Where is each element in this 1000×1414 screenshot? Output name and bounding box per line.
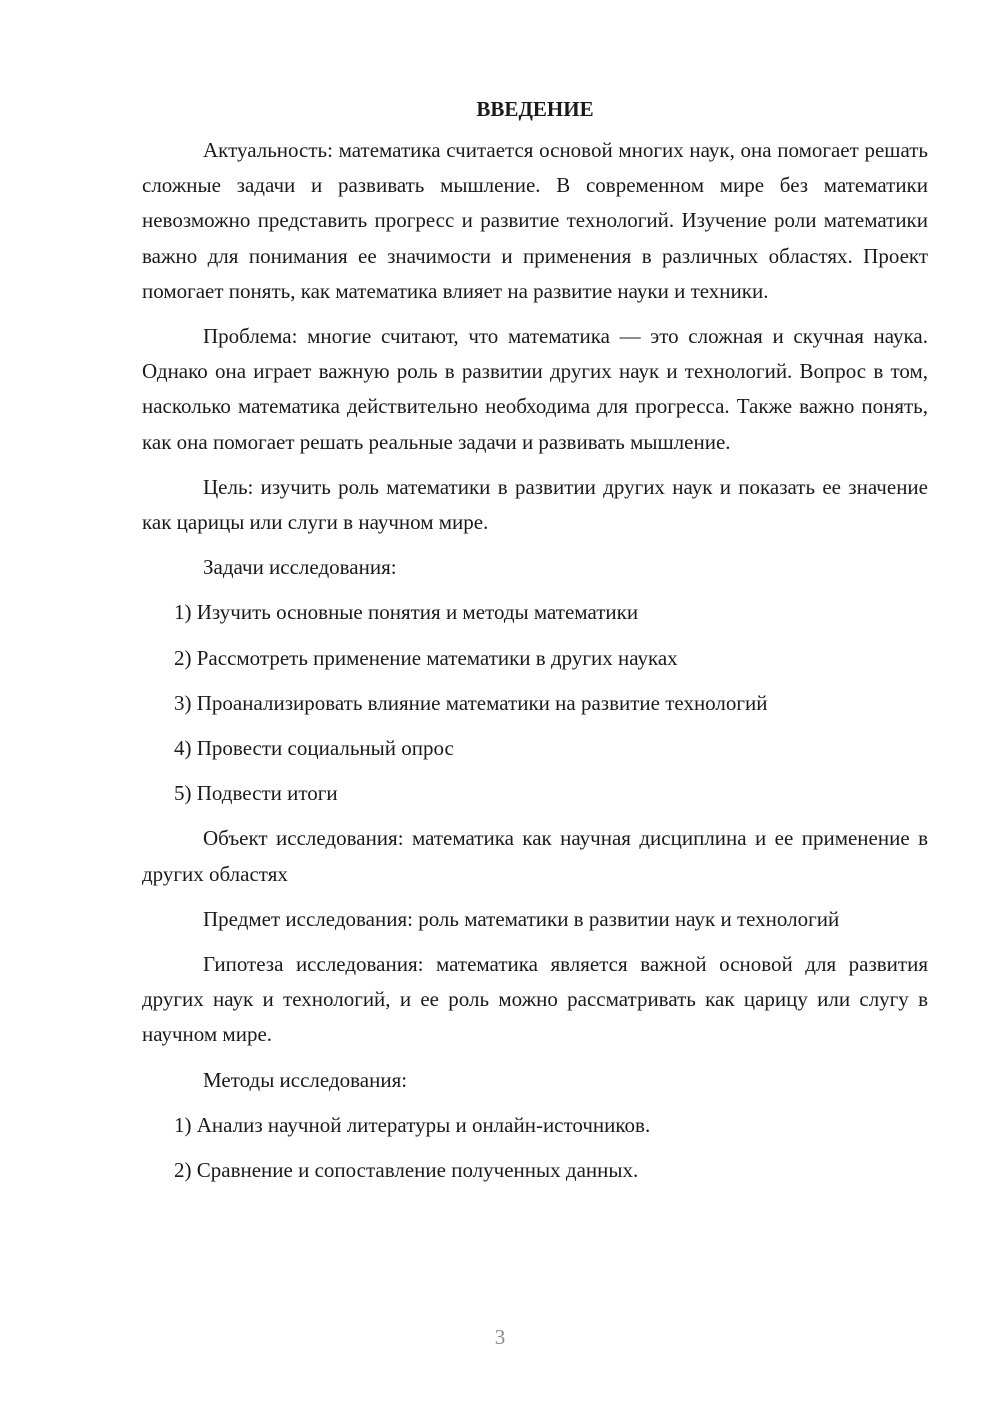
tasks-list [142,595,928,811]
list-item: 1) Анализ научной литературы и онлайн-источников. [174,1112,651,1137]
document-page [142,92,928,1198]
problem-paragraph: Проблема: многие считают, что математика — это сложная и скучная наука. Однако она играет важную роль в развитии других наук и технологий. Вопрос в том, насколько математика действительно необходима для прогресса. Также важно понять, как она помогает решать реальные задачи и развивать мышление. [142,324,928,454]
methods-title: Методы исследования: [203,1067,408,1092]
relevance-paragraph: Актуальность: математика считается основой многих наук, она помогает решать сложные задачи и развивать мышление. В современном мире без математики невозможно представить прогресс и развитие технологий. Изучение роли математики важно для понимания ее значимости и применения в различных областях. Проект помогает понять, как математика влияет на развитие науки и техники. [142,138,928,303]
goal-paragraph: Цель: изучить роль математики в развитии других наук и показать ее значение как царицы или слуги в научном мире. [142,474,928,535]
list-item: 5) Подвести итоги [174,781,338,806]
methods-list [142,1108,928,1188]
list-item: 2) Сравнение и сопоставление полученных данных. [174,1158,639,1183]
subject-paragraph: Предмет исследования: роль математики в развитии наук и технологий [203,906,840,931]
list-item: 4) Провести социальный опрос [174,736,454,761]
list-item: 2) Рассмотреть применение математики в других науках [174,645,678,670]
hypothesis-paragraph: Гипотеза исследования: математика является важной основой для развития других наук и технологий, и ее роль можно рассматривать как царицу или слугу в научном мире. [142,952,928,1047]
section-heading: ВВЕДЕНИЕ [476,97,594,121]
page-number: 3 [494,1325,506,1349]
list-item: 3) Проанализировать влияние математики на развитие технологий [174,690,768,715]
tasks-title: Задачи исследования: [203,555,397,580]
list-item: 1) Изучить основные понятия и методы математики [174,600,639,625]
object-paragraph: Объект исследования: математика как научная дисциплина и ее применение в других областях [142,826,928,886]
